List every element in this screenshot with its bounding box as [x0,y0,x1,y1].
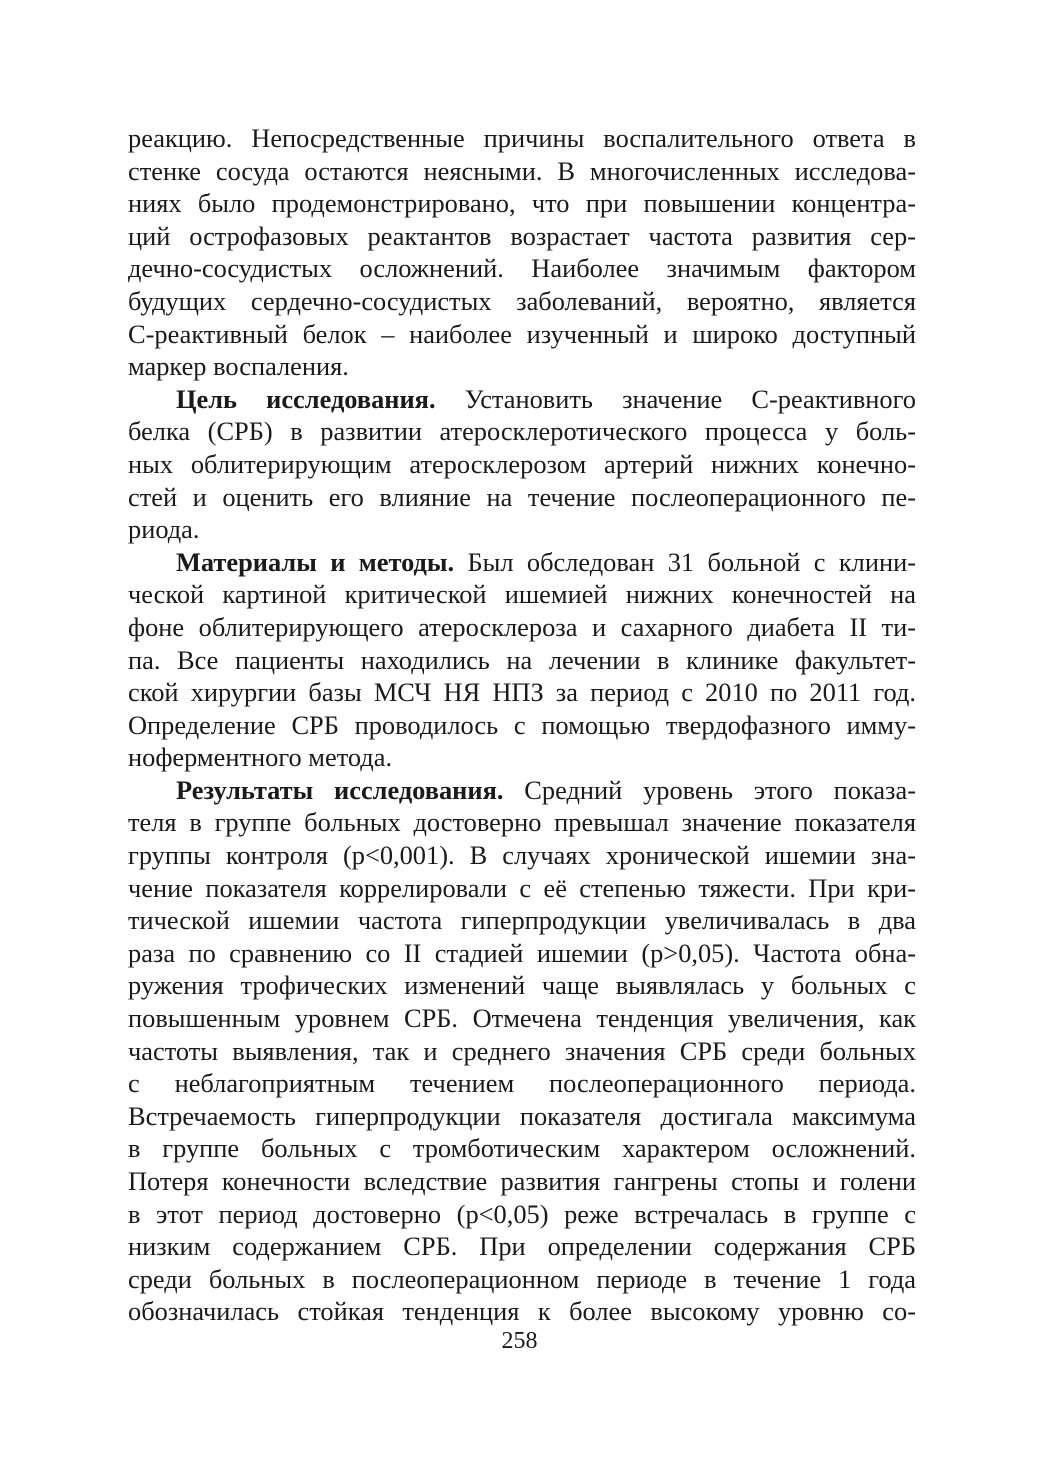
text-line: Потеря конечности вследствие развития гангрены стопы и голени [128,1166,916,1196]
text-run: Был обследован 31 больной с клини- [454,546,916,577]
text-line: реакцию. Непосредственные причины воспалительного ответа в [128,123,916,153]
text-line: ных облитерирующим атеросклерозом артерий нижних конечно- [128,448,916,479]
text-line: ниях было продемонстрировано, что при повышении концентра- [128,188,916,219]
text-line: па. Все пациенты находились на лечении в клинике факультет- [128,644,916,675]
text-line: ческой картиной критической ишемией нижних конечностей на [128,579,916,610]
text-line: с неблагоприятным течением послеоперационного периода. [128,1068,916,1099]
text-line: Встречаемость гиперпродукции показателя достигала максимума [128,1100,916,1131]
text-line: повышенным уровнем СРБ. Отмечена тенденция увеличения, как [128,1003,916,1034]
section-heading-methods: Материалы и методы. [176,546,455,577]
text-line: частоты выявления, так и среднего значения СРБ среди больных [128,1035,916,1066]
text-line: ций острофазовых реактантов возрастает частота развития сер- [128,220,916,251]
paragraph-methods [128,546,916,774]
section-heading-results: Результаты исследования. [176,774,504,805]
text-line: риода. [128,514,200,545]
paragraph-results [128,774,916,1328]
page-number: 258 [501,1328,538,1354]
text-line: раза по сравнению со II стадией ишемии (р>0,05). Частота обна- [128,937,916,968]
text-line: С-реактивный белок – наиболее изученный и широко доступный [128,318,916,349]
text-line: маркер воспаления. [128,351,349,382]
paragraph-first-line [128,774,916,807]
paragraph-aim [128,383,916,546]
text-line: низким содержанием СРБ. При определении содержания СРБ [128,1231,916,1262]
text-line: ноферментного метода. [128,742,393,773]
text-line: среди больных в послеоперационном периоде в течение 1 года [128,1263,916,1294]
paragraph-intro [128,122,916,383]
document-body [128,122,916,1328]
text-line: фоне облитерирующего атеросклероза и сахарного диабета II ти- [128,611,916,642]
text-line: дечно-сосудистых осложнений. Наиболее значимым фактором [128,253,916,284]
text-run: Средний уровень этого показа- [503,774,916,805]
text-run: Установить значение С-реактивного [435,383,916,414]
text-line: ской хирургии базы МСЧ НЯ НПЗ за период с 2010 по 2011 год. [128,677,916,708]
text-line: группы контроля (р<0,001). В случаях хронической ишемии зна- [128,840,916,871]
paragraph-first-line [128,546,916,579]
text-line: будущих сердечно-сосудистых заболеваний, вероятно, является [128,285,916,316]
text-line: стенке сосуда остаются неясными. В многочисленных исследова- [128,155,916,186]
text-line: в группе больных с тромботическим характером осложнений. [128,1133,916,1164]
text-line: стей и оценить его влияние на течение послеоперационного пе- [128,481,916,512]
text-line: чение показателя коррелировали с её степенью тяжести. При кри- [128,872,916,903]
text-line: теля в группе больных достоверно превышал значение показателя [128,807,916,838]
text-line: обозначилась стойкая тенденция к более высокому уровню со- [128,1296,916,1327]
section-heading-aim: Цель исследования. [176,383,436,414]
paragraph-first-line [128,383,916,416]
text-line: белка (СРБ) в развитии атеросклеротического процесса у боль- [128,416,916,447]
text-line: ружения трофических изменений чаще выявлялась у больных с [128,970,916,1001]
text-line: Определение СРБ проводилось с помощью твердофазного имму- [128,709,916,740]
text-line: в этот период достоверно (р<0,05) реже встречалась в группе с [128,1198,916,1229]
text-line: тической ишемии частота гиперпродукции увеличивалась в два [128,905,916,936]
